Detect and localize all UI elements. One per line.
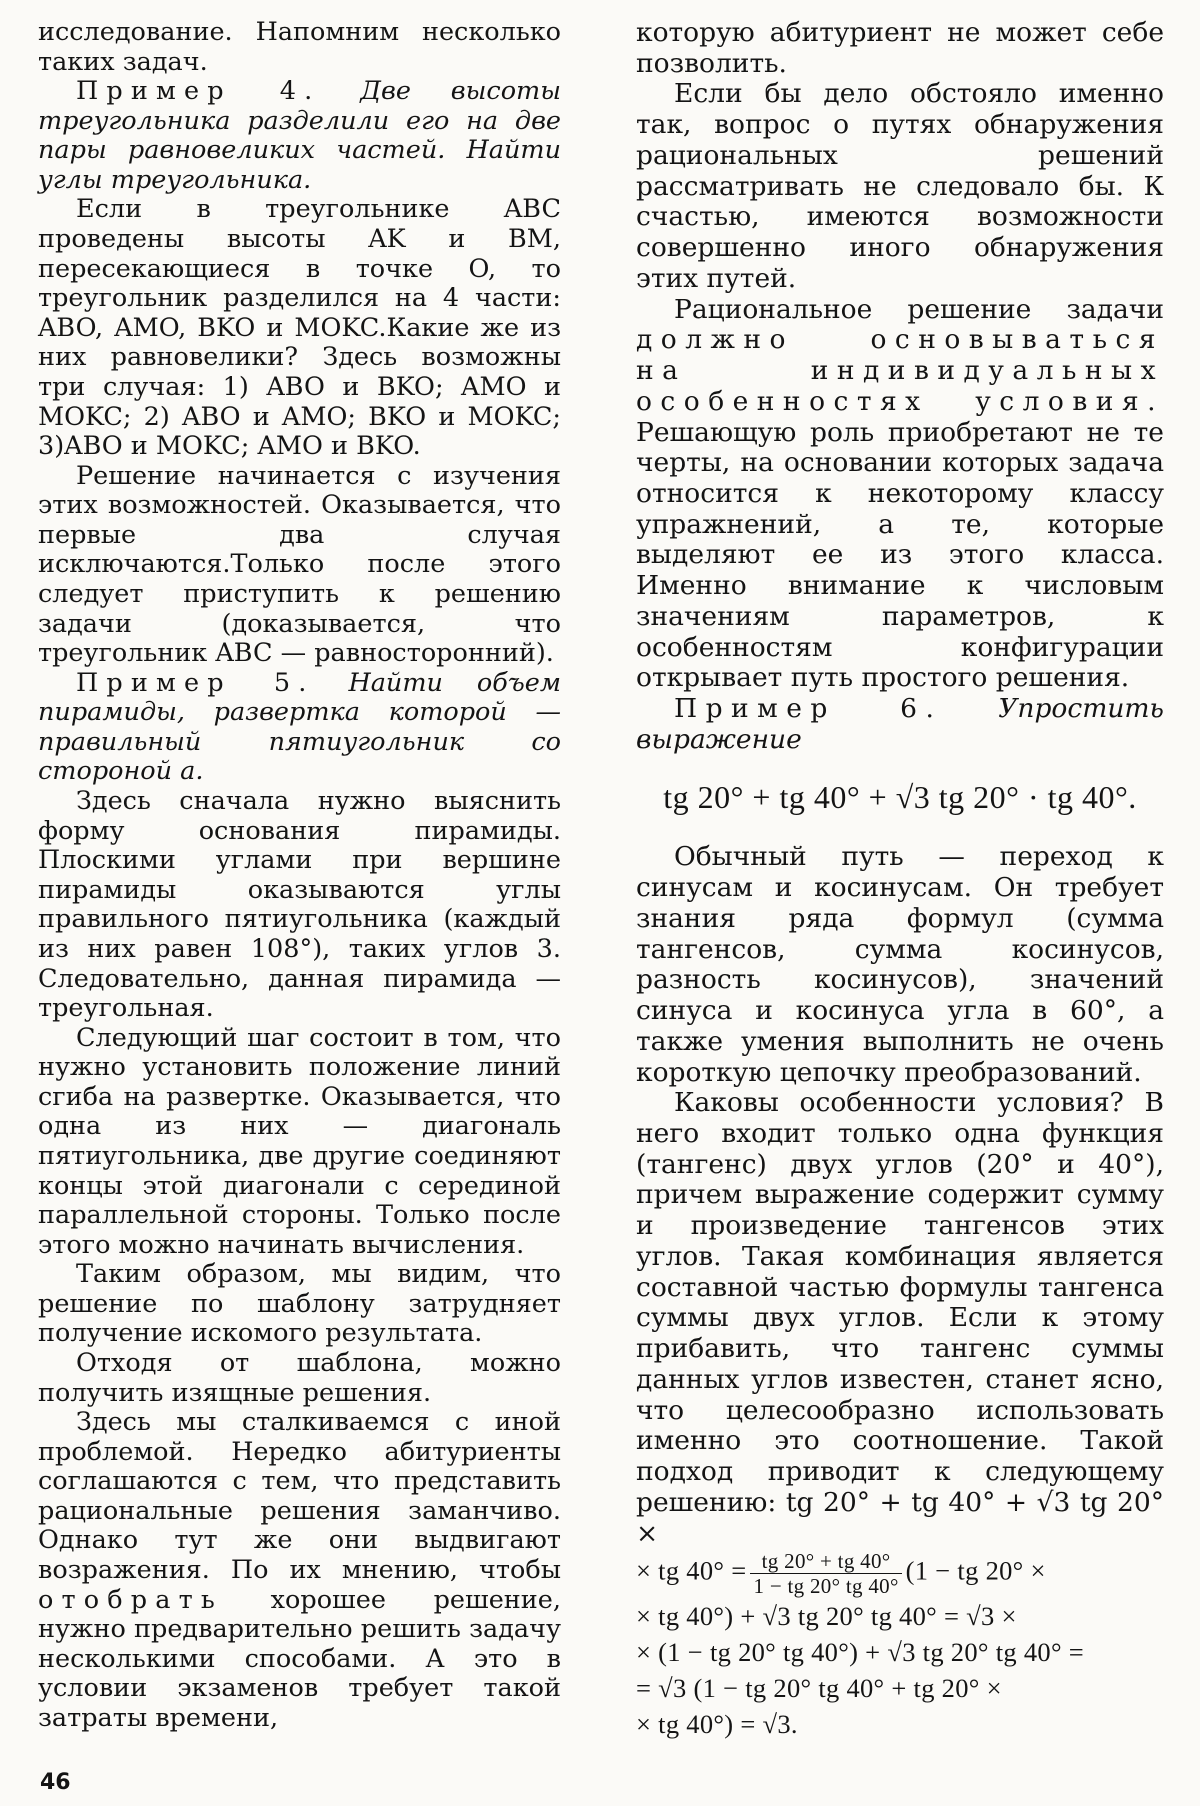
paragraph: Следующий шаг состоит в том, что нужно установить положение линий сгиба на развертке. Оказывается, что одна из них — диагональ пятиугольника, две другие соединяют концы этой диагонали с серединой параллельной стороны. Только после этого можно начинать вычисления. [38, 1022, 561, 1260]
paragraph: Решение начинается с изучения этих возможностей. Оказывается, что первые два случая исключаются.Только после этого следует приступить к решению задачи (доказывается, что треугольник ABC — равносторонний). [38, 460, 561, 669]
math-text: × tg 40° = [636, 1555, 747, 1586]
page-number: 46 [40, 1770, 71, 1795]
paragraph [636, 295, 1164, 695]
paragraph: Отходя от шаблона, можно получить изящные решения. [38, 1348, 561, 1408]
math-text: (1 − tg 20° × [905, 1555, 1046, 1586]
derivation-line: × tg 40°) = √3. [636, 1709, 798, 1740]
paragraph: исследование. Напомним несколько таких задач. [38, 17, 561, 77]
paragraph-text: Здесь мы сталкиваемся с иной проблемой. Нередко абитуриенты соглашаются с тем, что представить рациональные решения заманчиво. Однако тут же они выдвигают возражения. По их мнению, чтобы [38, 1407, 561, 1586]
derivation-line: × (1 − tg 20° tg 40°) + √3 tg 20° tg 40° = [636, 1637, 1085, 1668]
fraction-numerator: tg 20° + tg 40° [750, 1549, 901, 1574]
example-6 [636, 694, 1164, 755]
left-column [38, 18, 561, 1734]
paragraph: Здесь сначала нужно выяснить форму основания пирамиды. Плоскими углами при вершине пирамиды оказываются углы правильного пятиугольника (каждый из них равен 108°), таких углов 3. Следовательно, данная пирамида — треугольная. [38, 786, 561, 1024]
paragraph: Таким образом, мы видим, что решение по шаблону затрудняет получение искомого результата. [38, 1259, 561, 1349]
example-4 [38, 77, 561, 195]
spaced-emphasis: должно основываться на индивидуальных особенностях условия. [636, 324, 1164, 417]
derivation-line: = √3 (1 − tg 20° tg 40° + tg 20° × [636, 1673, 1002, 1704]
right-column [636, 18, 1164, 1742]
paragraph-text: Рациональное решение задачи [674, 293, 1164, 325]
derivation-line: × tg 40°) + √3 tg 20° tg 40° = √3 × [636, 1601, 1017, 1632]
paragraph-text: Решающую роль приобретают не те черты, на основании которых задача относится к некоторому классу упражнений, а те, которые выделяют ее из этого класса. Именно внимание к числовым значениям параметров, к особенностям конфигурации открывает путь простого решения. [636, 416, 1164, 694]
paragraph: Если в треугольнике ABC проведены высоты AK и BM, пересекающиеся в точке O, то треугольник разделился на 4 части: ABO, AMO, BKO и MOKC.Какие же из них равновелики? Здесь возможны три случая: 1) ABO и BKO; AMO и MOKC; 2) ABO и AMO; BKO и MOKC; 3)ABO и MOKC; AMO и BKO. [38, 194, 561, 462]
fraction [750, 1549, 901, 1598]
paragraph: которую абитуриент не может себе позволить. [636, 17, 1164, 79]
example-statement: Упростить выражение [636, 693, 1164, 755]
example-label: Пример 4. [76, 76, 321, 107]
paragraph: Каковы особенности условия? В него входит только одна функция (тангенс) двух углов (20° и 40°), причем выражение содержит сумму и произведение тангенсов этих углов. Такая комбинация является составной частью формулы тангенса суммы двух углов. Если к этому прибавить, что тангенс суммы данных углов известен, станет ясно, что целесообразно использовать именно это соотношение. Такой подход приводит к следующему решению: tg 20° + tg 40° + √3 tg 20° × [636, 1087, 1164, 1549]
paragraph-text: хорошее решение, нужно предварительно решить задачу несколькими способами. А это в условии экзаменов требует такой затраты времени, [38, 1584, 561, 1733]
spaced-emphasis: отобрать [38, 1584, 223, 1615]
paragraph [38, 1408, 561, 1733]
example-label: Пример 5. [76, 667, 315, 698]
paragraph: Обычный путь — переход к синусам и косинусам. Он требует знания ряда формул (сумма тангенсов, сумма косинусов, разность косинусов), значений синуса и косинуса угла в 60°, а также умения выполнить не очень короткую цепочку преобразований. [636, 841, 1164, 1088]
example-5 [38, 669, 561, 787]
derivation-line [636, 1549, 1164, 1598]
fraction-denominator: 1 − tg 20° tg 40° [753, 1574, 899, 1599]
example-label: Пример 6. [674, 693, 943, 725]
paragraph: Если бы дело обстояло именно так, вопрос о путях обнаружения рациональных решений рассматривать не следовало бы. К счастью, имеются возможности совершенно иного обнаружения этих путей. [636, 78, 1164, 294]
example-statement: Найти объем пирамиды, развертка которой — правильный пятиугольник со стороной a. [38, 667, 561, 787]
example-statement: Две высоты треугольника разделили его на две пары равновеликих частей. Найти углы треугольника. [38, 76, 562, 195]
formula: tg 20° + tg 40° + √3 tg 20° · tg 40°. [663, 778, 1137, 815]
